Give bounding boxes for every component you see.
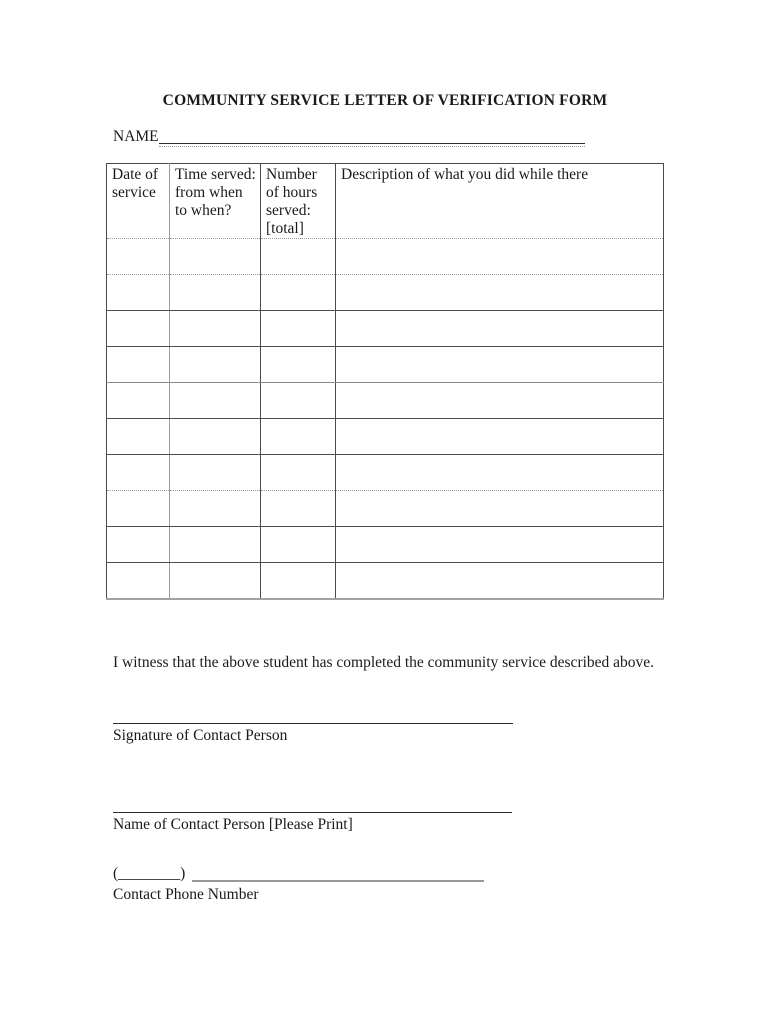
- header-number-of-hours: Number of hours served: [total]: [261, 164, 336, 239]
- service-entry-cell[interactable]: [107, 455, 170, 491]
- service-entry-cell[interactable]: [336, 527, 664, 563]
- table-row: [107, 491, 664, 527]
- service-entry-cell[interactable]: [170, 491, 261, 527]
- table-row: [107, 239, 664, 275]
- form-title: COMMUNITY SERVICE LETTER OF VERIFICATION FORM: [162, 92, 608, 109]
- header-description: Description of what you did while there: [336, 164, 664, 239]
- contact-name-input-line[interactable]: [113, 798, 512, 813]
- phone-number-input-line[interactable]: [192, 867, 484, 882]
- service-table-header: [107, 164, 664, 239]
- service-entry-cell[interactable]: [261, 419, 336, 455]
- service-entry-cell[interactable]: [336, 239, 664, 275]
- service-entry-cell[interactable]: [107, 419, 170, 455]
- phone-field-row: [113, 866, 484, 882]
- service-entry-cell[interactable]: [261, 563, 336, 600]
- service-entry-cell[interactable]: [170, 275, 261, 311]
- service-entry-cell[interactable]: [170, 239, 261, 275]
- service-entry-cell[interactable]: [261, 491, 336, 527]
- service-entry-cell[interactable]: [107, 347, 170, 383]
- table-row: [107, 563, 664, 600]
- service-entry-cell[interactable]: [170, 347, 261, 383]
- service-log-table: [106, 163, 664, 600]
- service-entry-cell[interactable]: [107, 239, 170, 275]
- area-code-input-line[interactable]: (________): [113, 865, 186, 882]
- name-field-row: [113, 129, 670, 144]
- service-entry-cell[interactable]: [170, 419, 261, 455]
- service-entry-cell[interactable]: [261, 455, 336, 491]
- service-entry-cell[interactable]: [261, 311, 336, 347]
- service-entry-cell[interactable]: [261, 527, 336, 563]
- table-row: [107, 527, 664, 563]
- table-row: [107, 383, 664, 419]
- service-entry-cell[interactable]: [336, 455, 664, 491]
- service-entry-cell[interactable]: [170, 563, 261, 600]
- table-row: [107, 275, 664, 311]
- service-entry-cell[interactable]: [107, 311, 170, 347]
- service-entry-cell[interactable]: [261, 275, 336, 311]
- service-entry-cell[interactable]: [170, 527, 261, 563]
- table-row: [107, 455, 664, 491]
- service-entry-cell[interactable]: [107, 383, 170, 419]
- table-row: [107, 311, 664, 347]
- service-entry-cell[interactable]: [336, 347, 664, 383]
- service-entry-cell[interactable]: [107, 491, 170, 527]
- table-row: [107, 419, 664, 455]
- service-entry-cell[interactable]: [170, 455, 261, 491]
- phone-label: Contact Phone Number: [113, 886, 259, 903]
- service-entry-cell[interactable]: [107, 527, 170, 563]
- header-time-served: Time served: from when to when?: [170, 164, 261, 239]
- service-entry-cell[interactable]: [336, 491, 664, 527]
- service-entry-cell[interactable]: [107, 275, 170, 311]
- signature-label: Signature of Contact Person: [113, 727, 288, 744]
- contact-name-label: Name of Contact Person [Please Print]: [113, 816, 353, 833]
- service-entry-cell[interactable]: [336, 419, 664, 455]
- service-entry-cell[interactable]: [107, 563, 170, 600]
- service-entry-cell[interactable]: [336, 383, 664, 419]
- service-entry-cell[interactable]: [170, 383, 261, 419]
- name-input-line[interactable]: [159, 129, 585, 144]
- service-entry-cell[interactable]: [336, 563, 664, 600]
- header-row: [107, 164, 664, 239]
- name-label: NAME: [113, 128, 159, 145]
- service-entry-cell[interactable]: [170, 311, 261, 347]
- service-entry-cell[interactable]: [261, 383, 336, 419]
- service-entry-cell[interactable]: [261, 239, 336, 275]
- service-entry-cell[interactable]: [336, 275, 664, 311]
- service-table-body: [107, 239, 664, 600]
- table-row: [107, 347, 664, 383]
- service-entry-cell[interactable]: [261, 347, 336, 383]
- header-date-of-service: Date of service: [107, 164, 170, 239]
- service-entry-cell[interactable]: [336, 311, 664, 347]
- witness-statement: I witness that the above student has completed the community service described above.: [113, 654, 655, 671]
- signature-input-line[interactable]: [113, 709, 513, 724]
